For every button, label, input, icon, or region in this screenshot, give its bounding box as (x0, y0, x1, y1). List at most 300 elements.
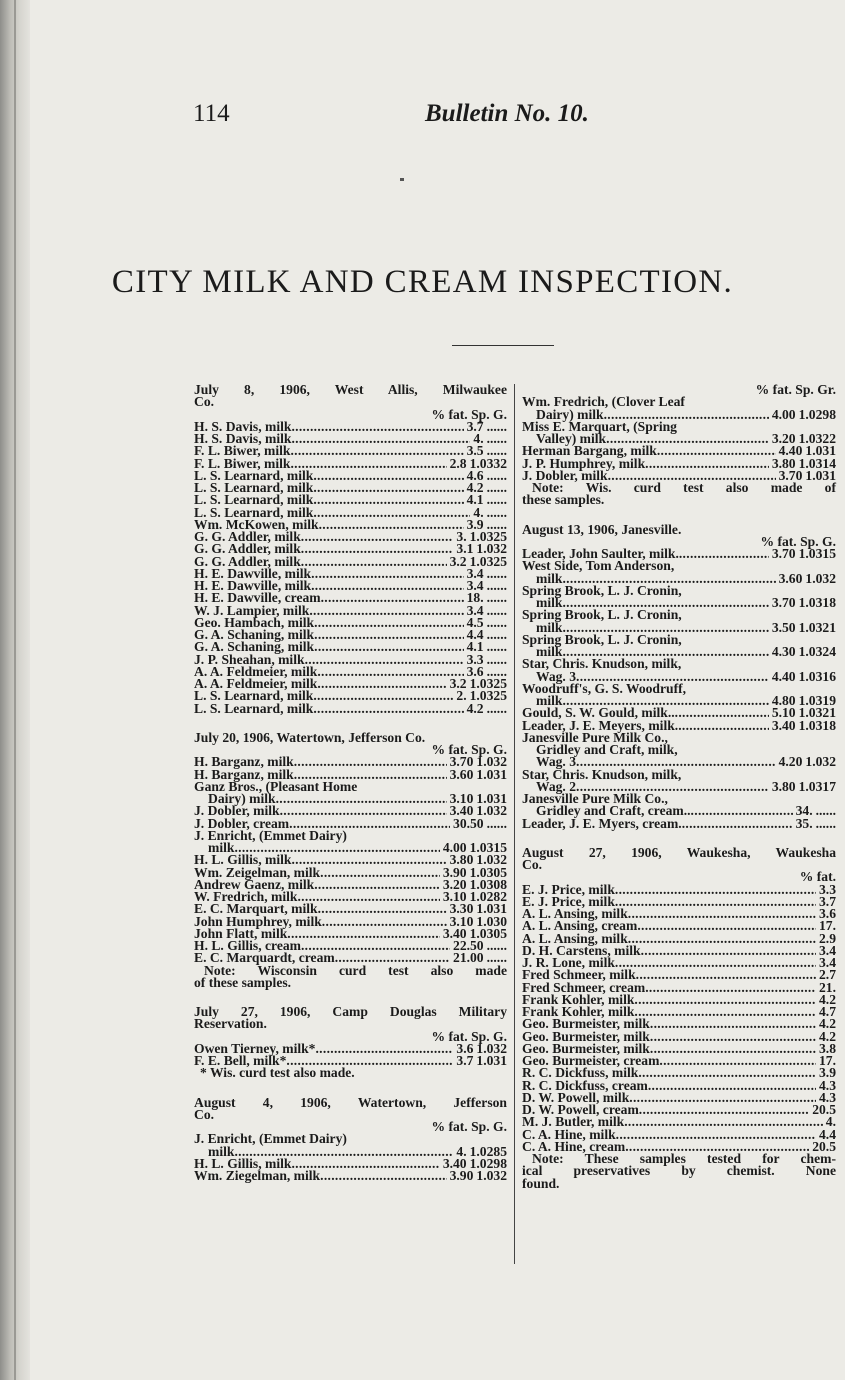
dot-leader (290, 458, 446, 470)
specific-gravity-value: 1.031 (476, 1053, 507, 1068)
entry-name: L. S. Learnard, milk (194, 467, 314, 483)
entry-name: Herman Bargang, milk (522, 443, 657, 459)
entry-name: H. Barganz, milk (194, 754, 294, 770)
dot-leader (313, 470, 463, 482)
fat-percent-value: 3. (456, 529, 467, 544)
dot-leader (321, 592, 464, 604)
specific-gravity-value: 1.0305 (469, 925, 507, 941)
fat-percent-value: 3.3 (466, 651, 484, 667)
fat-percent-value: 4.3 (819, 1089, 836, 1105)
entry-name: Wm. Ziegelman, milk (194, 1168, 321, 1183)
entry-name: J. P. Humphrey, milk (522, 455, 646, 471)
dot-leader (639, 1104, 809, 1116)
specific-gravity-value: 1.031 (805, 467, 836, 483)
dot-leader (301, 531, 454, 543)
specific-gravity-value: 1.0325 (469, 529, 507, 544)
dot-leader (317, 678, 446, 690)
dot-leader (311, 580, 464, 592)
fat-percent-value: 4.80 (771, 693, 796, 708)
dot-leader (624, 1116, 823, 1128)
fat-percent-value: 4.2 (819, 991, 836, 1007)
entry-name: J. Enricht, (Emmet Dairy) (194, 827, 347, 843)
dot-leader (645, 982, 816, 994)
section-header-line: Co. (522, 857, 543, 872)
specific-gravity-value: ...... (486, 614, 507, 630)
right-column (522, 384, 836, 1207)
entry-name: R. C. Dickfuss, cream (522, 1077, 648, 1093)
note-line: found. (522, 1175, 560, 1191)
fat-percent-value: 2. (456, 688, 467, 704)
specific-gravity-value: ...... (486, 938, 507, 953)
inspection-section (194, 729, 507, 990)
fat-percent-value: 3.40 (449, 803, 474, 819)
specific-gravity-value: 1.032 (805, 570, 836, 586)
fat-percent-value: 3.60 (449, 766, 474, 782)
entry-name: F. L. Biwer, milk (194, 443, 291, 459)
dot-leader (276, 793, 447, 805)
fat-percent-value: 4.4 (819, 1126, 836, 1142)
fat-percent-value: 3.2 (449, 676, 467, 691)
entry-name: G. A. Schaning, milk (194, 627, 315, 642)
entry-name: L. S. Learnard, milk (194, 492, 314, 508)
fat-percent-value: 4.5 (466, 614, 484, 630)
specific-gravity-value: ...... (486, 815, 507, 831)
fat-percent-value: 2.9 (819, 930, 836, 946)
entry-name: H. Barganz, milk (194, 766, 294, 782)
specific-gravity-value: 1.0308 (469, 876, 507, 892)
entry-name: Janesville Pure Milk Co., (522, 729, 668, 745)
specific-gravity-value: ...... (486, 663, 507, 679)
entry-name-continued: Gridley and Craft, milk, (536, 742, 678, 757)
entry-name: West Side, Tom Anderson, (522, 558, 675, 574)
fat-percent-value: 3.10 (442, 889, 467, 904)
dot-leader (313, 690, 453, 702)
fat-percent-value: 3.1 (456, 541, 474, 557)
fat-percent-value: 3.20 (442, 876, 467, 892)
dot-leader (290, 445, 463, 457)
entry-name-continued: Valley) milk (536, 431, 607, 446)
fat-percent-value: 18. (466, 590, 484, 606)
dot-leader (317, 666, 463, 678)
fat-percent-value: 4.00 (771, 406, 796, 422)
dot-leader (291, 421, 463, 433)
entry-name: Fred Schmeer, cream (522, 979, 646, 995)
entry-name: A. L. Ansing, cream (522, 918, 638, 934)
entry-name: G. A. Schaning, milk (194, 639, 315, 655)
inspection-section (194, 1094, 507, 1183)
dot-leader (301, 556, 447, 568)
specific-gravity-value: 1.0322 (798, 431, 836, 446)
specific-gravity-value: 1.032 (476, 754, 507, 770)
entry-name: E. C. Marquart, milk (194, 901, 318, 917)
note-line: Note: Wis. curd test also made of (532, 480, 836, 495)
entry-name: H. S. Davis, milk (194, 431, 292, 446)
column-headings: % fat. Sp. G. (431, 1028, 507, 1044)
section-header-line: Reservation. (194, 1016, 267, 1032)
dot-leader (314, 617, 464, 629)
table-row (522, 815, 836, 831)
entry-name: Star, Chris. Knudson, milk, (522, 766, 682, 782)
note-line: Note: Wisconsin curd test also made (204, 962, 507, 978)
fat-percent-value: 3.4 (466, 565, 484, 581)
specific-gravity-value: 1.0318 (798, 717, 836, 733)
dot-leader (309, 605, 463, 617)
dot-leader (313, 507, 470, 519)
inspection-section (194, 384, 507, 715)
specific-gravity-value: 1.0319 (798, 693, 836, 708)
dot-leader (287, 928, 440, 940)
entry-name: H. E. Dawville, milk (194, 565, 312, 581)
entry-name-continued: milk (536, 693, 563, 708)
dot-leader (291, 433, 470, 445)
fat-percent-value: 4.1 (466, 492, 484, 508)
entry-name: F. E. Bell, milk* (194, 1053, 287, 1068)
entry-name-continued: Gridley and Craft, cream.. (536, 803, 691, 819)
entry-name-continued: milk (536, 644, 563, 659)
fat-percent-value: 20.5 (812, 1102, 836, 1117)
fat-percent-value: 3.9 (819, 1065, 836, 1081)
entry-name: Spring Brook, L. J. Cronin, (522, 582, 682, 598)
specific-gravity-value: ...... (486, 431, 507, 446)
fat-percent-value: 3.10 (449, 913, 474, 929)
entry-name: L. S. Learnard, milk (194, 480, 314, 495)
specific-gravity-value: 1.0298 (798, 406, 836, 422)
dot-leader (634, 994, 816, 1006)
column-headings: % fat. (799, 869, 836, 885)
entry-name: J. P. Sheahan, milk (194, 651, 305, 667)
fat-percent-value: 5.10 (771, 705, 796, 721)
fat-percent-value: 3.40 (442, 1155, 467, 1171)
entry-name: Leader, J. E. Myers, cream. (522, 815, 682, 831)
table-row (194, 700, 507, 716)
specific-gravity-value: 1.032 (805, 754, 836, 770)
fat-percent-value: 3.4 (819, 955, 836, 970)
dot-leader (318, 903, 447, 915)
specific-gravity-value: 1.031 (805, 443, 836, 459)
dot-leader (313, 494, 463, 506)
fat-percent-value: 3.40 (771, 717, 796, 733)
specific-gravity-value: 1.0325 (469, 553, 507, 569)
entry-name: Woodruff's, G. S. Woodruff, (522, 680, 687, 696)
dot-leader (641, 945, 816, 957)
dot-leader (615, 884, 816, 896)
fat-percent-value: 30.50 (453, 815, 484, 831)
note-line: Note: These samples tested for chem- (532, 1151, 836, 1166)
specific-gravity-value: 1.032 (476, 1168, 507, 1183)
fat-percent-value: 4.00 (442, 840, 467, 855)
fat-percent-value: 4.40 (771, 668, 796, 684)
left-column (194, 384, 507, 1199)
specific-gravity-value: 1.0282 (469, 889, 507, 904)
fat-percent-value: 4.3 (819, 1077, 836, 1093)
fat-percent-value: 3.6 (819, 906, 836, 921)
fat-percent-value: 2.8 (449, 455, 467, 471)
specific-gravity-value: 1.0318 (798, 595, 836, 610)
dot-leader (691, 805, 793, 817)
entry-name: J. Dobler, milk (194, 803, 280, 819)
fat-percent-value: 21.00 (453, 950, 484, 966)
section-header-line: July 8, 1906, West Allis, Milwaukee (194, 382, 507, 397)
column-headings: % fat. Sp. G. (760, 533, 836, 549)
specific-gravity-value: ...... (486, 418, 507, 434)
fat-percent-value: 4.2 (466, 480, 484, 495)
specific-gravity-value: ...... (486, 590, 507, 606)
specific-gravity-value: 1.0321 (798, 619, 836, 635)
entry-name: Andrew Gaenz, milk (194, 876, 315, 892)
section-header-line: August 13, 1906, Janesville. (522, 521, 682, 537)
entry-name: J. Dobler, milk (522, 467, 608, 483)
fat-percent-value: 4.20 (778, 754, 803, 770)
entry-name: Wm. Zeigelman, milk (194, 864, 321, 880)
dot-leader (311, 568, 464, 580)
specific-gravity-value: ...... (486, 602, 507, 618)
dot-leader (322, 916, 447, 928)
dot-leader (315, 1043, 453, 1055)
specific-gravity-value: ...... (815, 803, 836, 819)
entry-name: A. L. Ansing, milk (522, 906, 628, 921)
fat-percent-value: 3.50 (771, 619, 796, 635)
entry-name: D. W. Powell, milk (522, 1089, 630, 1105)
entry-name-continued: milk (208, 840, 235, 855)
dot-leader (314, 629, 463, 641)
fat-percent-value: 3.7 (819, 893, 836, 909)
entry-name: D. W. Powell, cream (522, 1102, 639, 1117)
dot-leader (301, 543, 454, 555)
entry-name: Wm. McKowen, milk (194, 516, 319, 532)
entry-name: H. L. Gillis, cream (194, 938, 301, 953)
inspection-section (522, 844, 836, 1191)
specific-gravity-value: ...... (486, 443, 507, 459)
specific-gravity-value: ...... (815, 815, 836, 831)
fat-percent-value: 3.8 (819, 1040, 836, 1056)
entry-name: Owen Tierney, milk* (194, 1040, 316, 1056)
fat-percent-value: 35. (795, 815, 813, 831)
specific-gravity-value: ...... (486, 516, 507, 532)
entry-name-continued: Wag. 2 (536, 778, 577, 794)
specific-gravity-value: ...... (486, 492, 507, 508)
note-line: of these samples. (194, 974, 292, 990)
fat-percent-value: 17. (819, 918, 836, 934)
entry-name: E. C. Marquardt, cream (194, 950, 335, 966)
section-header-line: July 20, 1906, Watertown, Jefferson Co. (194, 729, 426, 745)
specific-gravity-value: ...... (486, 700, 507, 716)
entry-name: Leader, John Saulter, milk. (522, 546, 679, 561)
entry-name-continued: Dairy) milk (208, 791, 276, 806)
entry-name: G. G. Addler, milk (194, 541, 301, 557)
section-header-line: Co. (194, 394, 215, 410)
fat-percent-value: 3.4 (466, 602, 484, 618)
fat-percent-value: 3.6 (456, 1040, 474, 1056)
entry-name: H. E. Dawville, milk (194, 578, 312, 593)
specific-gravity-value: ...... (486, 651, 507, 667)
specific-gravity-value: ...... (486, 950, 507, 966)
fat-percent-value: 3.70 (771, 595, 796, 610)
dot-leader (628, 933, 816, 945)
fat-percent-value: 4.7 (819, 1004, 836, 1019)
specific-gravity-value: 1.030 (476, 913, 507, 929)
dot-leader (675, 707, 769, 719)
specific-gravity-value: 1.031 (476, 791, 507, 806)
fat-percent-value: 34. (795, 803, 813, 819)
dot-leader (636, 969, 816, 981)
entry-name: Fred Schmeer, milk (522, 967, 636, 983)
fat-percent-value: 4. (473, 431, 484, 446)
entry-name: E. J. Price, milk (522, 881, 615, 897)
dot-leader (650, 1018, 816, 1030)
dot-leader (319, 519, 464, 531)
entry-name-continued: Dairy) milk (536, 406, 604, 422)
fat-percent-value: 4.4 (466, 627, 484, 642)
fat-percent-value: 4.1 (466, 639, 484, 655)
entry-name: E. J. Price, milk (522, 893, 615, 909)
column-headings: % fat. Sp. G. (431, 406, 507, 422)
entry-name: L. S. Learnard, milk (194, 504, 314, 520)
dot-leader (305, 654, 464, 666)
specific-gravity-value: 1.0332 (469, 455, 507, 471)
specific-gravity-value: ...... (486, 467, 507, 483)
dot-leader (320, 867, 440, 879)
dot-leader (629, 1092, 816, 1104)
dot-leader (280, 805, 447, 817)
section-header-line: Co. (194, 1106, 215, 1122)
specific-gravity-value: 1.0324 (798, 644, 836, 659)
entry-name: A. A. Feldmeier, milk (194, 663, 318, 679)
fat-percent-value: 4.2 (819, 1016, 836, 1032)
specific-gravity-value: 1.031 (476, 766, 507, 782)
column-headings: % fat. Sp. Gr. (755, 382, 836, 397)
specific-gravity-value: ...... (486, 504, 507, 520)
specific-gravity-value: 1.0325 (469, 688, 507, 704)
title-rule (452, 345, 554, 346)
entry-name: C. A. Hine, milk (522, 1126, 616, 1142)
dot-leader (313, 482, 463, 494)
entry-name-continued: milk (536, 595, 563, 610)
dot-leader (297, 891, 439, 903)
fat-percent-value: 4. (473, 504, 484, 520)
dot-leader (634, 1006, 816, 1018)
specific-gravity-value: ...... (486, 565, 507, 581)
specific-gravity-value: ...... (486, 480, 507, 495)
entry-name-continued: milk (536, 570, 563, 586)
section-header-line: August 27, 1906, Waukesha, Waukesha (522, 844, 836, 860)
specific-gravity-value: 1.032 (476, 803, 507, 819)
entry-name-continued: milk (208, 1143, 235, 1159)
fat-percent-value: 3.70 (771, 546, 796, 561)
fat-percent-value: 4. (825, 1114, 836, 1130)
entry-name: Spring Brook, L. J. Cronin, (522, 607, 682, 623)
fat-percent-value: 3.7 (466, 418, 484, 434)
dot-leader (650, 1031, 816, 1043)
inspection-section (522, 521, 836, 831)
column-divider (514, 384, 515, 1264)
entry-name: J. Enricht, (Emmet Dairy) (194, 1131, 347, 1147)
entry-name: A. L. Ansing, milk (522, 930, 628, 946)
fat-percent-value: 3.20 (771, 431, 796, 446)
specific-gravity-value: 1.031 (476, 901, 507, 917)
dot-leader (682, 818, 793, 830)
specific-gravity-value: 1.0314 (798, 455, 836, 471)
column-headings: % fat. Sp. G. (431, 1119, 507, 1134)
entry-name: Frank Kohler, milk (522, 1004, 635, 1019)
entry-name: Janesville Pure Milk Co., (522, 791, 668, 806)
fat-percent-value: 4.2 (466, 700, 484, 716)
dot-leader (679, 548, 769, 560)
fat-percent-value: 3.90 (449, 1168, 474, 1183)
specific-gravity-value: 1.0315 (798, 546, 836, 561)
fat-percent-value: 2.7 (819, 967, 836, 983)
fat-percent-value: 3.2 (449, 553, 467, 569)
entry-name: H. L. Gillis, milk (194, 1155, 292, 1171)
entry-name: J. Dobler, cream (194, 815, 290, 831)
note-line: ical preservatives by chemist. None (522, 1163, 836, 1179)
entry-name: R. C. Dickfuss, milk (522, 1065, 639, 1081)
dot-leader (659, 1055, 816, 1067)
dot-leader (628, 908, 816, 920)
entry-name: Wm. Fredrich, (Clover Leaf (522, 394, 685, 410)
entry-name: H. E. Dawville, cream (194, 590, 321, 606)
book-binding-edge (0, 0, 30, 1380)
fat-percent-value: 4.30 (771, 644, 796, 659)
fat-percent-value: 3.4 (466, 578, 484, 593)
fat-percent-value: 21. (819, 979, 836, 995)
dot-leader (638, 1067, 816, 1079)
fat-percent-value: 3.6 (466, 663, 484, 679)
dot-leader (637, 920, 816, 932)
fat-percent-value: 3.4 (819, 942, 836, 958)
entry-name: C. A. Hine, cream (522, 1138, 626, 1154)
entry-name: G. G. Addler, milk (194, 553, 301, 569)
fat-percent-value: 3.80 (771, 778, 796, 794)
entry-name: Leader, J. E. Meyers, milk. (522, 717, 679, 733)
entry-name: Geo. Burmeister, milk (522, 1028, 650, 1044)
specific-gravity-value: ...... (486, 578, 507, 593)
entry-name: F. L. Biwer, milk (194, 455, 291, 471)
fat-percent-value: 3.80 (771, 455, 796, 471)
entry-name: W. Fredrich, milk (194, 889, 298, 904)
entry-name: Frank Kohler, milk (522, 991, 635, 1007)
entry-name: John Humphrey, milk (194, 913, 322, 929)
specific-gravity-value: 1.0305 (469, 864, 507, 880)
entry-name: H. S. Davis, milk (194, 418, 292, 434)
entry-name: D. H. Carstens, milk (522, 942, 641, 958)
specific-gravity-value: ...... (486, 639, 507, 655)
specific-gravity-value: 1.032 (476, 852, 507, 868)
entry-name: John Flatt, milk (194, 925, 288, 941)
fat-percent-value: 3.30 (449, 901, 474, 917)
entry-name: Ganz Bros., (Pleasant Home (194, 778, 358, 794)
entry-name: Geo. Burmeister, milk (522, 1040, 650, 1056)
entry-name: H. L. Gillis, milk (194, 852, 292, 868)
specific-gravity-value: 1.032 (476, 1040, 507, 1056)
fat-percent-value: 4.2 (819, 1028, 836, 1044)
entry-name-continued: Wag. 3 (536, 754, 577, 770)
entry-name-continued: Wag. 3 (536, 668, 577, 684)
specific-gravity-value: 1.0317 (798, 778, 836, 794)
fat-percent-value: 3.40 (442, 925, 467, 941)
fat-percent-value: 3.3 (819, 881, 836, 897)
dot-leader (645, 458, 769, 470)
page-number: 114 (193, 100, 230, 127)
entry-name: Gould, S. W. Gould, milk.. (522, 705, 675, 721)
specific-gravity-value: 1.0321 (798, 705, 836, 721)
entry-name: A. A. Feldmeier, milk (194, 676, 318, 691)
entry-name: Geo. Burmeister, cream (522, 1053, 660, 1068)
specific-gravity-value: 1.0298 (469, 1155, 507, 1171)
entry-name: L. S. Learnard, milk (194, 688, 314, 704)
entry-name: G. G. Addler, milk (194, 529, 301, 544)
entry-name: Spring Brook, L. J. Cronin, (522, 631, 682, 647)
note-line: these samples. (522, 492, 605, 508)
